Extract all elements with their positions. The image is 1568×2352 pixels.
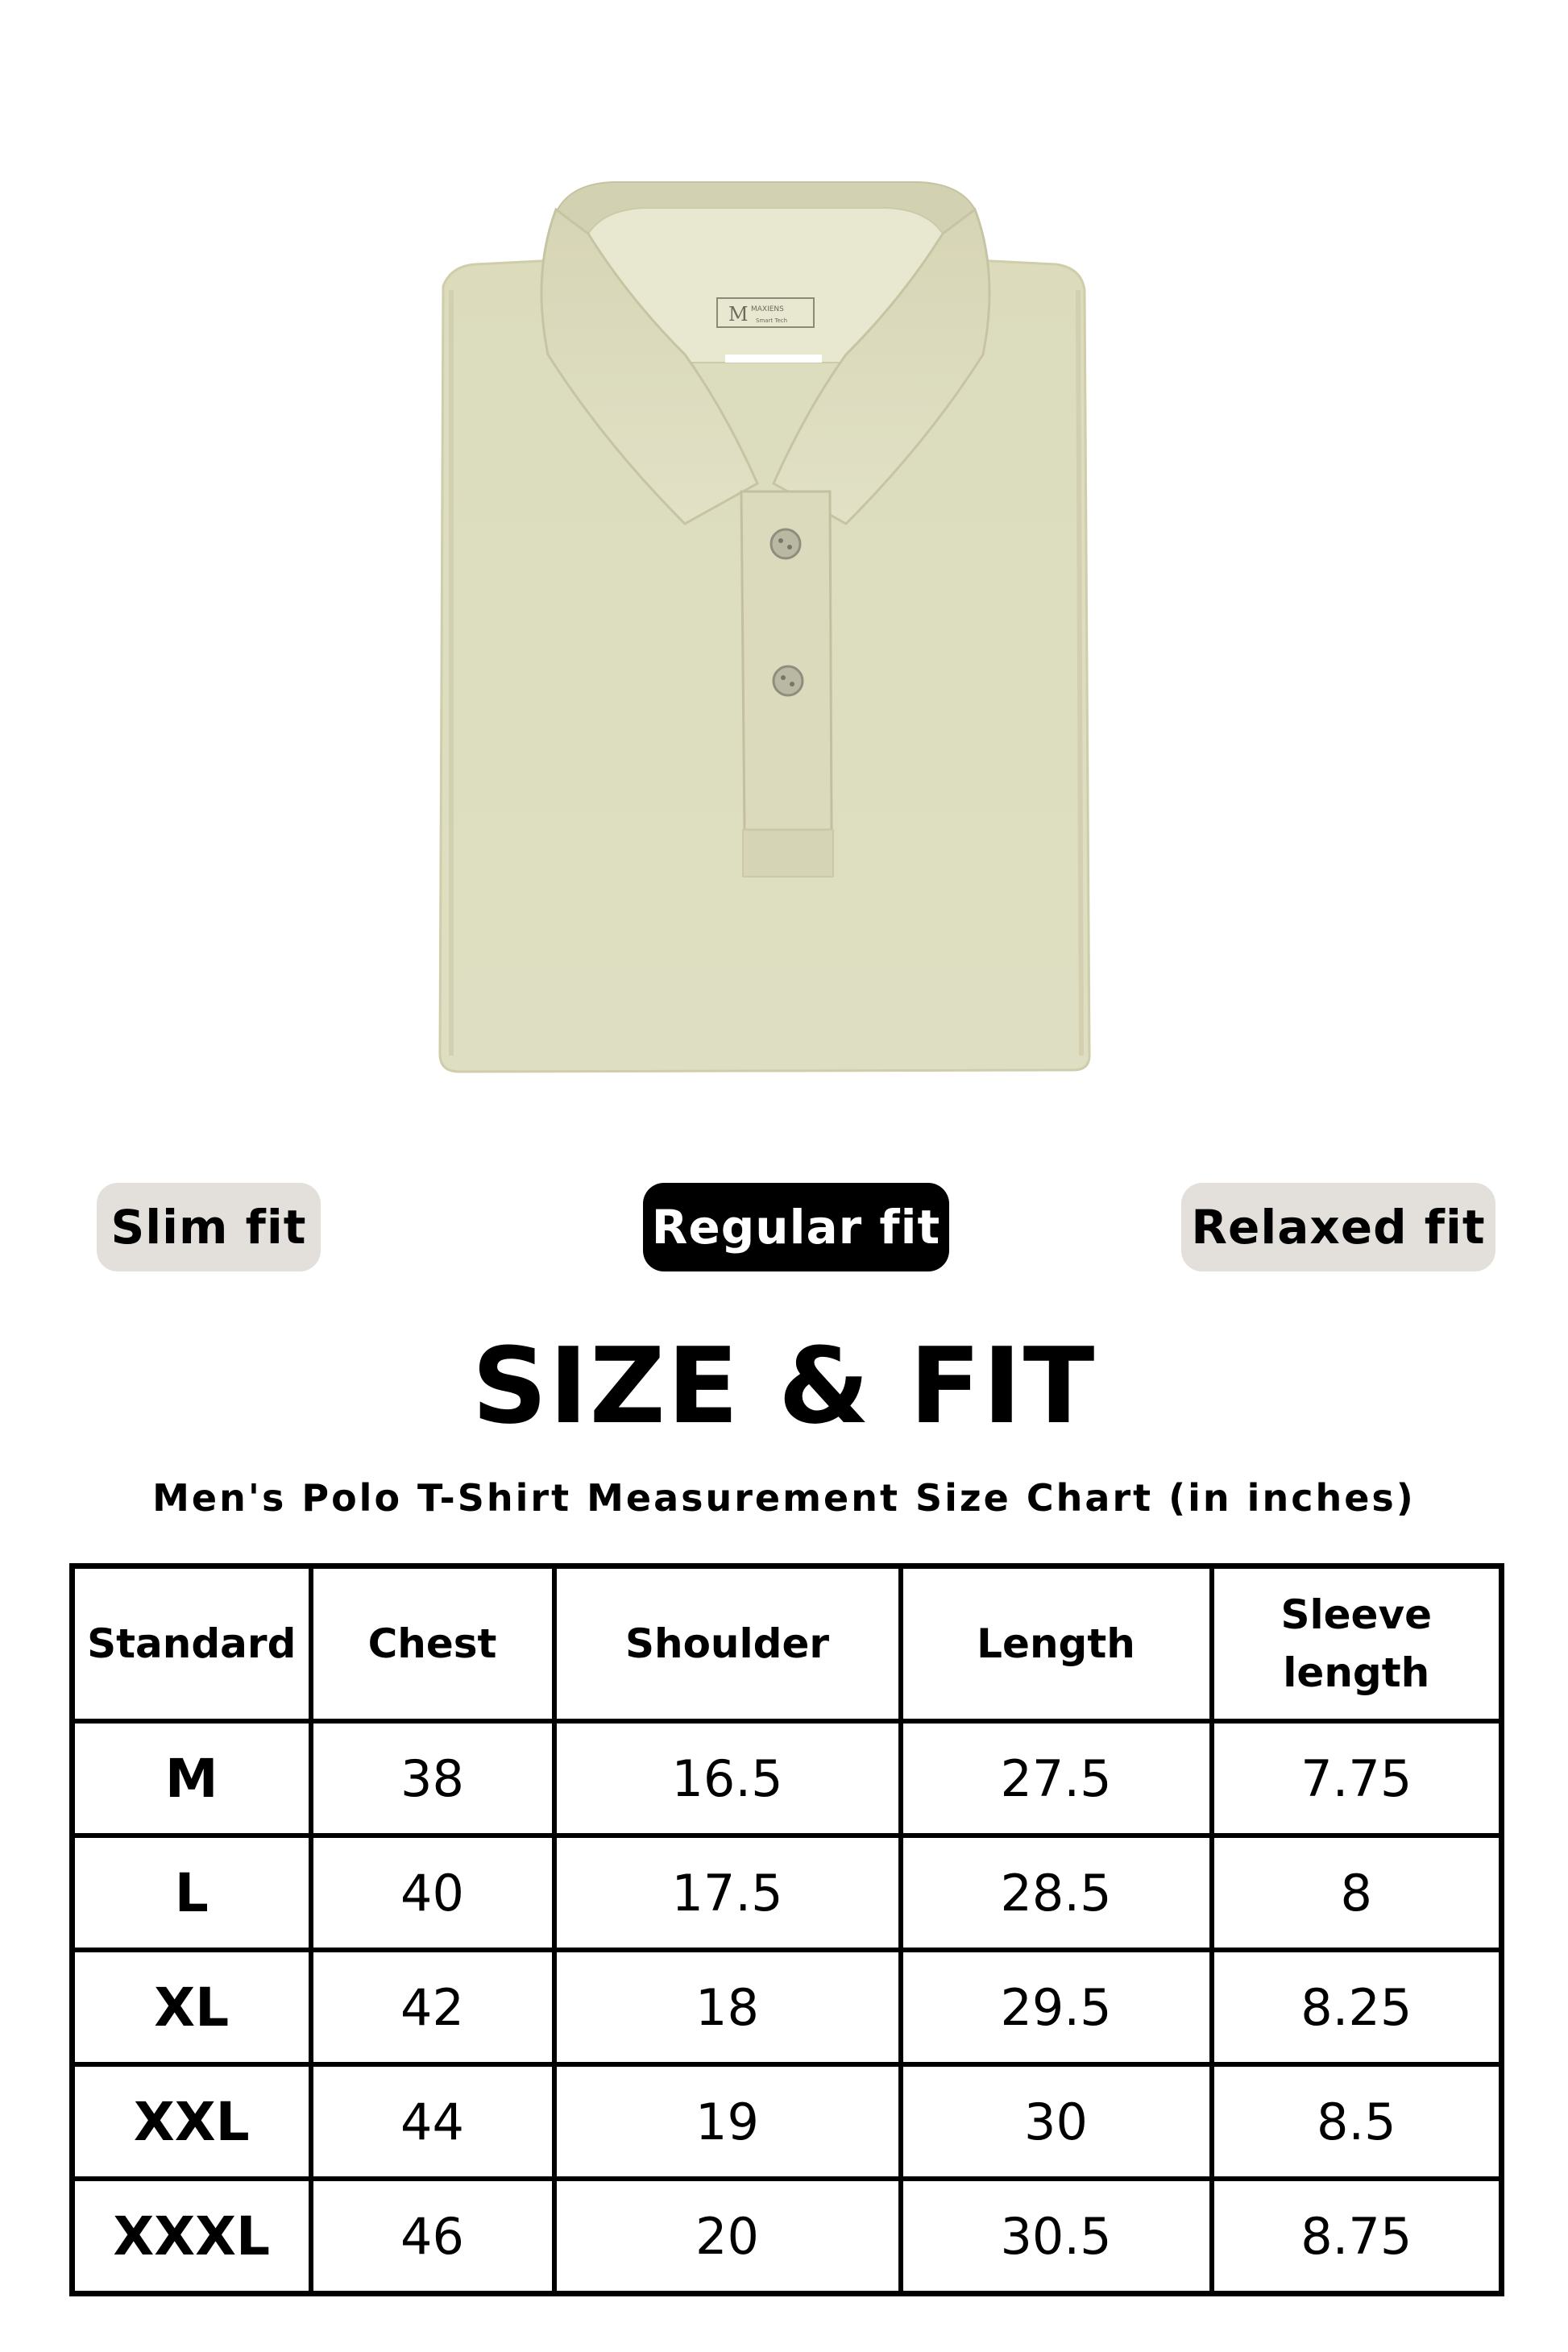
size-label: XXL <box>73 2064 311 2179</box>
chest-value: 38 <box>311 1721 554 1836</box>
header-sleeve-length: Sleeve length <box>1212 1566 1502 1722</box>
header-chest: Chest <box>311 1566 554 1722</box>
sleeve-length-value: 8 <box>1212 1836 1502 1950</box>
table-header-row <box>73 1566 1502 1722</box>
sleeve-length-value: 8.5 <box>1212 2064 1502 2179</box>
chest-value: 44 <box>311 2064 554 2179</box>
chest-value: 42 <box>311 1950 554 2064</box>
shoulder-value: 20 <box>554 2179 901 2294</box>
table-row <box>73 2064 1502 2179</box>
header-shoulder: Shoulder <box>554 1566 901 1722</box>
size-chart-table <box>69 1563 1504 2296</box>
svg-text:Smart Tech: Smart Tech <box>756 317 788 324</box>
size-label: L <box>73 1836 311 1950</box>
length-value: 30.5 <box>901 2179 1212 2294</box>
size-label: XL <box>73 1950 311 2064</box>
table-row <box>73 2179 1502 2294</box>
fit-option-slim[interactable]: Slim fit <box>97 1183 321 1271</box>
sleeve-length-value: 8.75 <box>1212 2179 1502 2294</box>
shoulder-value: 17.5 <box>554 1836 901 1950</box>
svg-text:M: M <box>728 303 749 326</box>
chest-value: 40 <box>311 1836 554 1950</box>
fit-option-relaxed[interactable]: Relaxed fit <box>1181 1183 1495 1271</box>
length-value: 30 <box>901 2064 1212 2179</box>
size-label: M <box>73 1721 311 1836</box>
shoulder-value: 16.5 <box>554 1721 901 1836</box>
fit-option-regular[interactable]: Regular fit <box>643 1183 949 1271</box>
shoulder-value: 18 <box>554 1950 901 2064</box>
length-value: 29.5 <box>901 1950 1212 2064</box>
length-value: 27.5 <box>901 1721 1212 1836</box>
table-row <box>73 1836 1502 1950</box>
size-label: XXXL <box>73 2179 311 2294</box>
length-value: 28.5 <box>901 1836 1212 1950</box>
sleeve-length-value: 8.25 <box>1212 1950 1502 2064</box>
header-standard: Standard <box>73 1566 311 1722</box>
table-row <box>73 1950 1502 2064</box>
polo-shirt-illustration <box>419 177 1112 1080</box>
size-chart-subtitle: Men's Polo T-Shirt Measurement Size Chart (in inches) <box>152 1476 1416 1520</box>
polo-shirt-image <box>419 177 1112 1080</box>
shoulder-value: 19 <box>554 2064 901 2179</box>
svg-text:MAXIENS: MAXIENS <box>751 305 784 313</box>
header-length: Length <box>901 1566 1212 1722</box>
sleeve-length-value: 7.75 <box>1212 1721 1502 1836</box>
table-row <box>73 1721 1502 1836</box>
page-title: SIZE & FIT <box>471 1325 1097 1447</box>
chest-value: 46 <box>311 2179 554 2294</box>
